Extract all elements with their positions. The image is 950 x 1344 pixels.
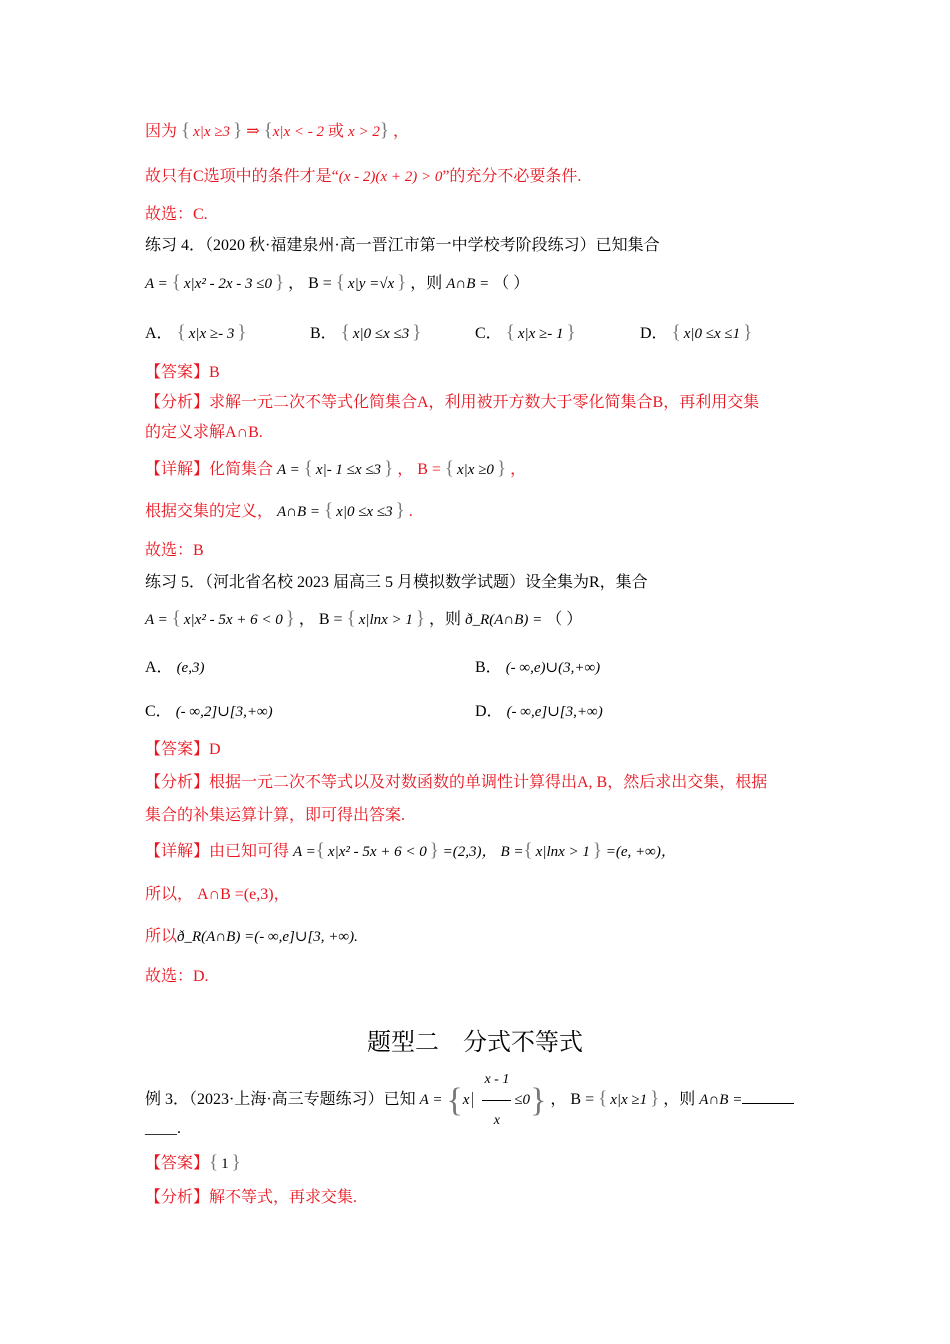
- heading-part-1: 题型二: [367, 1028, 439, 1056]
- final-answer-prev: 故选：C.: [145, 206, 208, 223]
- implies-symbol: ⇒: [246, 123, 260, 140]
- exercise-5-detail-1: 【详解】由已知可得 A ={ x|x² - 5x + 6 < 0 } =(2,3)， B ={ x|lnx > 1 } =(e, +∞)，: [145, 840, 676, 863]
- exercise-4-analysis-1: 【分析】求解一元二次不等式化简集合A，利用被开方数大于零化简集合B，再利用交集: [145, 394, 760, 411]
- exercise-4-title: 练习 4．（2020 秋·福建泉州·高一晋江市第一中学校考阶段练习）已知集合: [145, 237, 660, 254]
- exercise-5-sets: A = { x|x² - 5x + 6 < 0 } ， B = { x|lnx > 1 } ，则 ð_R(A∩B) = （ ）: [145, 608, 582, 631]
- example-3-title: 例 3．（2023·上海·高三专题练习）已知 A = { x $\frac{x - 1}{x}$ ≤0 } ， B = { x|x ≥1 } ，则 A∩B =: [145, 1060, 794, 1141]
- exercise-4-answer: 【答案】B: [145, 364, 220, 381]
- exercise-4-final: 故选：B: [145, 542, 204, 559]
- math-expr: x > 2: [348, 124, 380, 140]
- exercise-4-detail-2: 根据交集的定义， A∩B = { x|0 ≤x ≤3 } .: [145, 500, 413, 523]
- math-expr: (x - 2)(x + 2) > 0: [338, 169, 443, 185]
- example-3-analysis: 【分析】解不等式，再求交集.: [145, 1189, 358, 1206]
- option-a: A． (e,3): [145, 659, 205, 676]
- text: 或: [328, 123, 345, 140]
- math-set: { x|x ≥3 }: [181, 124, 242, 140]
- section-heading: [0, 1022, 950, 1057]
- exercise-5-title: 练习 5．（河北省名校 2023 届高三 5 月模拟数学试题）设全集为R，集合: [145, 574, 648, 591]
- option-d: D． { x|0 ≤x ≤1 }: [640, 320, 752, 344]
- text: ，: [392, 123, 409, 140]
- text: 因为: [145, 123, 178, 140]
- option-c: C． { x|x ≥- 1 }: [475, 320, 576, 344]
- text: ，则: [410, 275, 443, 292]
- option-a: A． { x|x ≥- 3 }: [145, 320, 246, 344]
- math-set: { x|x² - 2x - 3 ≤0 }: [172, 276, 284, 292]
- exercise-4-detail-1: 【详解】化简集合 A = { x|- 1 ≤x ≤3 } ， B = { x|x ≥0 } ，: [145, 458, 526, 481]
- option-d: D． (- ∞,e]∪[3,+∞): [475, 703, 603, 720]
- exercise-4-sets: [145, 272, 529, 295]
- math-expr: x|x < - 2: [272, 124, 325, 140]
- exercise-4-analysis-2: 的定义求解A∩B.: [145, 424, 263, 441]
- text: ， B =: [288, 275, 332, 292]
- exercise-5-answer: 【答案】D: [145, 741, 221, 758]
- text: 故只有C选项中的条件才是“: [145, 168, 339, 185]
- exercise-5-detail-3: 所以ð_R(A∩B) =(- ∞,e]∪[3, +∞).: [145, 928, 358, 945]
- option-b: B． (- ∞,e)∪(3,+∞): [475, 659, 601, 676]
- exercise-5-detail-2: 所以， A∩B =(e,3)，: [145, 886, 290, 903]
- example-3-answer: 【答案】{ 1 }: [145, 1152, 241, 1175]
- reasoning-line-1: 因为 { x|x ≥3 } ⇒ {x|x < - 2 或 x > 2} ，: [145, 120, 409, 143]
- math-set: { x|y =√x }: [336, 276, 406, 292]
- example-3-tail: ____.: [145, 1120, 181, 1137]
- exercise-5-final: 故选：D.: [145, 968, 209, 985]
- reasoning-line-2: [145, 166, 581, 188]
- text: ”的充分不必要条件.: [442, 168, 582, 185]
- text: （ ）: [493, 275, 530, 292]
- option-c: C． (- ∞,2]∪[3,+∞): [145, 703, 273, 720]
- heading-part-2: 分式不等式: [463, 1028, 583, 1056]
- option-b: B． { x|0 ≤x ≤3 }: [310, 320, 421, 344]
- math-expr: A =: [145, 276, 168, 292]
- exercise-5-analysis-1: 【分析】根据一元二次不等式以及对数函数的单调性计算得出A, B，然后求出交集，根据: [145, 774, 768, 791]
- math-expr: A∩B =: [446, 276, 490, 292]
- exercise-5-analysis-2: 集合的补集运算计算，即可得出答案.: [145, 807, 406, 824]
